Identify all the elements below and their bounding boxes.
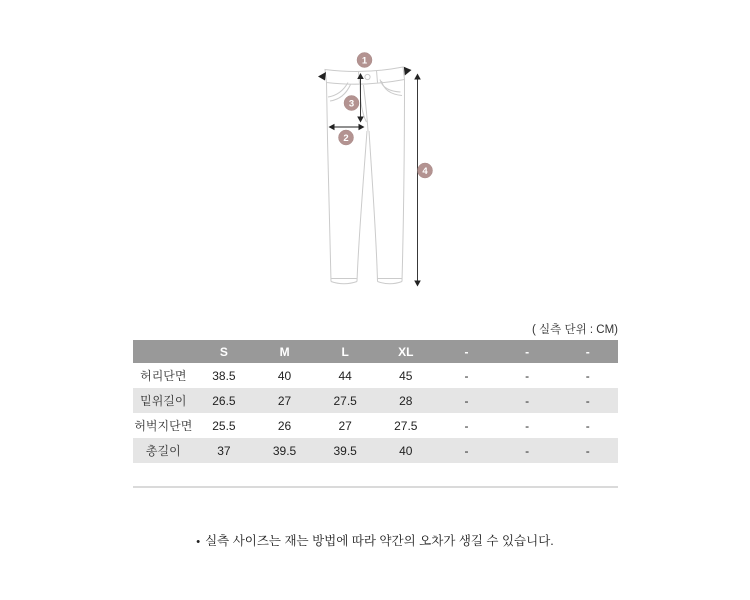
size-value: 27: [277, 393, 292, 408]
table-row-waist: [133, 363, 618, 388]
footnote-text: 실측 사이즈는 재는 방법에 따라 약간의 오차가 생길 수 있습니다.: [205, 534, 554, 548]
row-label: 밑위길이: [140, 394, 187, 408]
size-value: -: [585, 368, 590, 383]
measure-thigh-line: [329, 124, 365, 131]
size-value: -: [525, 443, 530, 458]
size-value: -: [585, 443, 590, 458]
size-value: -: [585, 418, 590, 433]
marker-2-thigh: [339, 130, 354, 145]
size-value: -: [525, 418, 530, 433]
header-cell-l: L: [315, 340, 376, 363]
header-cell-s: S: [194, 340, 255, 363]
table-row-total-length: [133, 438, 618, 463]
header-cell-m: M: [254, 340, 315, 363]
table-row-rise: [133, 388, 618, 413]
size-value: 38.5: [212, 368, 236, 383]
size-value: 27.5: [333, 393, 357, 408]
size-value: 40: [277, 368, 292, 383]
marker-4-number: 4: [422, 165, 428, 177]
header-cell-xl: XL: [376, 340, 437, 363]
footnote-bullet: •: [196, 536, 201, 548]
size-value: 44: [338, 368, 352, 383]
pants-outline-icon: [325, 67, 405, 284]
size-value: -: [464, 443, 469, 458]
table-row-thigh: [133, 413, 618, 438]
header-row: [133, 340, 618, 363]
size-value: 27.5: [394, 418, 418, 433]
marker-1-waist: [357, 53, 372, 68]
marker-3-rise: [344, 96, 359, 111]
pants-measurement-diagram: [290, 42, 460, 307]
size-value: -: [525, 368, 530, 383]
size-value: 39.5: [272, 443, 297, 458]
pants-diagram-svg: [290, 42, 460, 307]
measure-waist-arrows: [318, 67, 412, 81]
size-value: 40: [399, 443, 413, 458]
measure-rise-line: [357, 73, 364, 123]
size-value: -: [464, 418, 469, 433]
size-table: [133, 340, 618, 463]
size-value: 37: [217, 443, 231, 458]
size-value: 45: [399, 368, 413, 383]
size-value: 25.5: [212, 418, 236, 433]
marker-4-length: [418, 163, 433, 178]
marker-1-number: 1: [361, 55, 368, 67]
row-label: 허리단면: [140, 369, 187, 383]
marker-2-number: 2: [343, 132, 349, 144]
size-table-head: [133, 340, 618, 363]
row-label: 허벅지단면: [134, 419, 193, 433]
footnote: [0, 531, 750, 549]
measure-length-line: [414, 74, 421, 287]
marker-3-number: 3: [348, 98, 355, 110]
size-value: -: [525, 393, 530, 408]
size-value: 26: [277, 418, 292, 433]
size-value: -: [464, 393, 469, 408]
row-label: 총길이: [145, 444, 181, 458]
header-cell-empty-1: -: [436, 340, 497, 363]
divider: [133, 486, 618, 488]
unit-note: ( 실측 단위 : CM): [532, 324, 618, 336]
header-cell-empty-2: -: [497, 340, 558, 363]
size-value: 39.5: [333, 443, 357, 458]
size-value: 27: [338, 418, 352, 433]
size-value: 28: [399, 393, 413, 408]
header-cell-label: [133, 340, 194, 363]
size-table-body: [133, 363, 618, 463]
size-value: -: [585, 393, 590, 408]
size-value: 26.5: [212, 393, 236, 408]
header-cell-empty-3: -: [557, 340, 618, 363]
size-value: -: [464, 368, 469, 383]
